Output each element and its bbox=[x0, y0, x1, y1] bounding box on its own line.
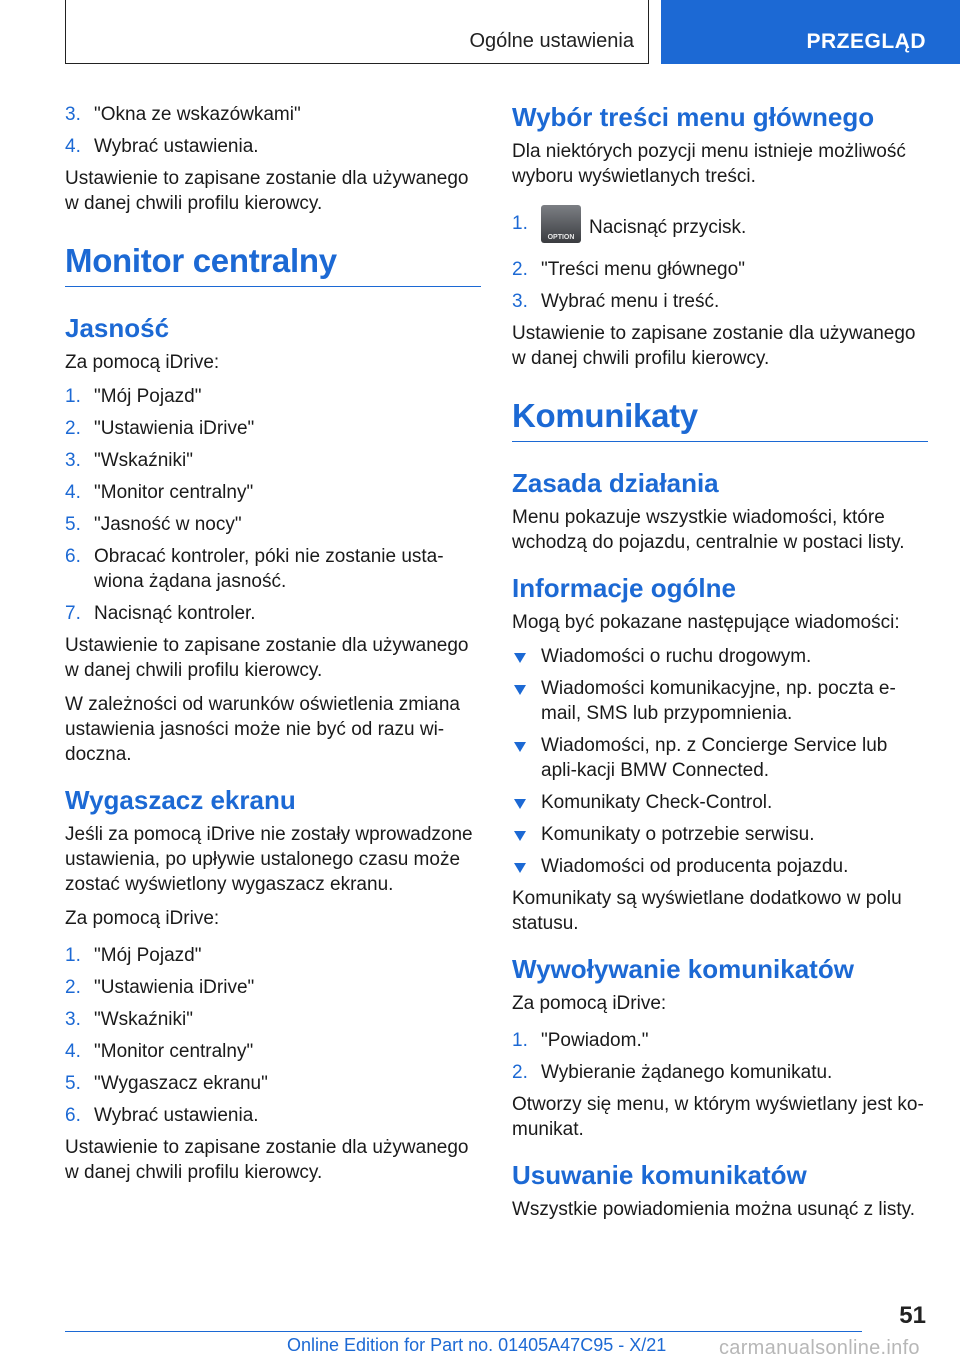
wybor-lead: Dla niektórych pozycji menu istnieje możliwość wyboru wyświetlanych treści. bbox=[512, 141, 906, 187]
wywolywanie-lead: Za pomocą iDrive: bbox=[512, 993, 667, 1014]
list-item: 1. "Mój Pojazd" bbox=[65, 945, 202, 966]
list-item: 5. "Wygaszacz ekranu" bbox=[65, 1073, 268, 1094]
bullet-triangle-icon bbox=[514, 799, 526, 809]
wybor-steps bbox=[512, 205, 928, 314]
footer-watermark: carmanualsonline.info bbox=[719, 1337, 920, 1359]
section-title-informacje: Informacje ogólne bbox=[512, 573, 736, 603]
header-tab-overview[interactable] bbox=[661, 0, 960, 64]
list-item: 3. "Wskaźniki" bbox=[65, 1009, 193, 1030]
list-item: 6. Obracać kontroler, póki nie zostanie usta-wiona żądana jasność. bbox=[65, 546, 444, 592]
option-button-icon: OPTION bbox=[541, 205, 581, 243]
chapter-title-monitor: Monitor centralny bbox=[65, 242, 481, 287]
jasnosc-note-1: Ustawienie to zapisane zostanie dla używanego w danej chwili profilu kierowcy. bbox=[65, 635, 469, 681]
list-item: 7. Nacisnąć kontroler. bbox=[65, 603, 256, 624]
list-item: 2. "Treści menu głównego" bbox=[512, 259, 745, 280]
list-item: 2. "Ustawienia iDrive" bbox=[65, 418, 255, 439]
list-item: 1. "Mój Pojazd" bbox=[65, 386, 202, 407]
header-section-label: Ogólne ustawienia bbox=[469, 30, 634, 52]
list-item: 3. Wybrać menu i treść. bbox=[512, 291, 720, 312]
section-title-wybor: Wybór treści menu głównego bbox=[512, 102, 875, 132]
jasnosc-lead: Za pomocą iDrive: bbox=[65, 352, 220, 373]
list-item: Komunikaty Check-Control. bbox=[512, 790, 928, 815]
right-column bbox=[512, 102, 928, 1231]
list-item: 3. "Okna ze wskazówkami" bbox=[65, 104, 301, 125]
left-column bbox=[65, 102, 481, 1194]
bullet-triangle-icon bbox=[514, 653, 526, 663]
list-item: 6. Wybrać ustawienia. bbox=[65, 1105, 259, 1126]
section-title-usuwanie: Usuwanie komunikatów bbox=[512, 1160, 807, 1190]
bullet-triangle-icon bbox=[514, 863, 526, 873]
list-item: 2. Wybieranie żądanego komunikatu. bbox=[512, 1062, 833, 1083]
list-item: Wiadomości o ruchu drogowym. bbox=[512, 644, 928, 669]
wywolywanie-note: Otworzy się menu, w którym wyświetlany jest ko-munikat. bbox=[512, 1094, 924, 1140]
header-tab-label: PRZEGLĄD bbox=[806, 30, 926, 53]
list-item: 4. Wybrać ustawienia. bbox=[65, 136, 259, 157]
wygaszacz-note: Ustawienie to zapisane zostanie dla używanego w danej chwili profilu kierowcy. bbox=[65, 1137, 469, 1183]
list-item: Wiadomości, np. z Concierge Service lub apli-kacji BMW Connected. bbox=[512, 733, 928, 783]
list-item: Wiadomości od producenta pojazdu. bbox=[512, 854, 928, 879]
wygaszacz-lead-2: Za pomocą iDrive: bbox=[65, 908, 220, 929]
list-item: 1. OPTION Nacisnąć przycisk. bbox=[512, 205, 928, 247]
footer-divider bbox=[65, 1331, 862, 1332]
list-item: 2. "Ustawienia iDrive" bbox=[65, 977, 255, 998]
list-item: 1. "Powiadom." bbox=[512, 1030, 649, 1051]
section-title-zasada: Zasada działania bbox=[512, 468, 719, 498]
page-number: 51 bbox=[899, 1302, 926, 1329]
wygaszacz-lead-1: Jeśli za pomocą iDrive nie zostały wprowadzone ustawienia, po upływie ustalonego czasu może zostać wyświetlony wygaszacz ekranu. bbox=[65, 824, 473, 895]
section-title-wygaszacz: Wygaszacz ekranu bbox=[65, 785, 296, 815]
jasnosc-steps bbox=[65, 384, 481, 626]
section-title-jasnosc: Jasność bbox=[65, 313, 170, 343]
wywolywanie-steps bbox=[512, 1028, 928, 1085]
bullet-triangle-icon bbox=[514, 742, 526, 752]
usuwanie-text: Wszystkie powiadomienia można usunąć z listy. bbox=[512, 1199, 916, 1220]
chapter-title-komunikaty: Komunikaty bbox=[512, 397, 928, 442]
list-item: 4. "Monitor centralny" bbox=[65, 1041, 254, 1062]
jasnosc-note-2: W zależności od warunków oświetlenia zmiana ustawienia jasności może nie być od razu wi-doczna. bbox=[65, 694, 460, 765]
informacje-lead: Mogą być pokazane następujące wiadomości: bbox=[512, 612, 900, 633]
list-item: 5. "Jasność w nocy" bbox=[65, 514, 242, 535]
bullet-triangle-icon bbox=[514, 831, 526, 841]
informacje-bullets bbox=[512, 644, 928, 879]
list-item: 4. "Monitor centralny" bbox=[65, 482, 254, 503]
list-item: Komunikaty o potrzebie serwisu. bbox=[512, 822, 928, 847]
list-item: 3. "Wskaźniki" bbox=[65, 450, 193, 471]
zasada-text: Menu pokazuje wszystkie wiadomości, które wchodzą do pojazdu, centralnie w postaci listy. bbox=[512, 507, 905, 553]
wygaszacz-steps bbox=[65, 943, 481, 1128]
wybor-note: Ustawienie to zapisane zostanie dla używanego w danej chwili profilu kierowcy. bbox=[512, 323, 916, 369]
list-item: Wiadomości komunikacyjne, np. poczta e-mail, SMS lub przypomnienia. bbox=[512, 676, 928, 726]
header-section-box bbox=[65, 0, 649, 64]
section-title-wywolywanie: Wywoływanie komunikatów bbox=[512, 954, 854, 984]
intro-steps bbox=[65, 102, 481, 159]
informacje-note: Komunikaty są wyświetlane dodatkowo w polu statusu. bbox=[512, 888, 902, 934]
footer-edition: Online Edition for Part no. 01405A47C95 - X/21 bbox=[287, 1335, 667, 1355]
bullet-triangle-icon bbox=[514, 685, 526, 695]
intro-note: Ustawienie to zapisane zostanie dla używanego w danej chwili profilu kierowcy. bbox=[65, 168, 469, 214]
